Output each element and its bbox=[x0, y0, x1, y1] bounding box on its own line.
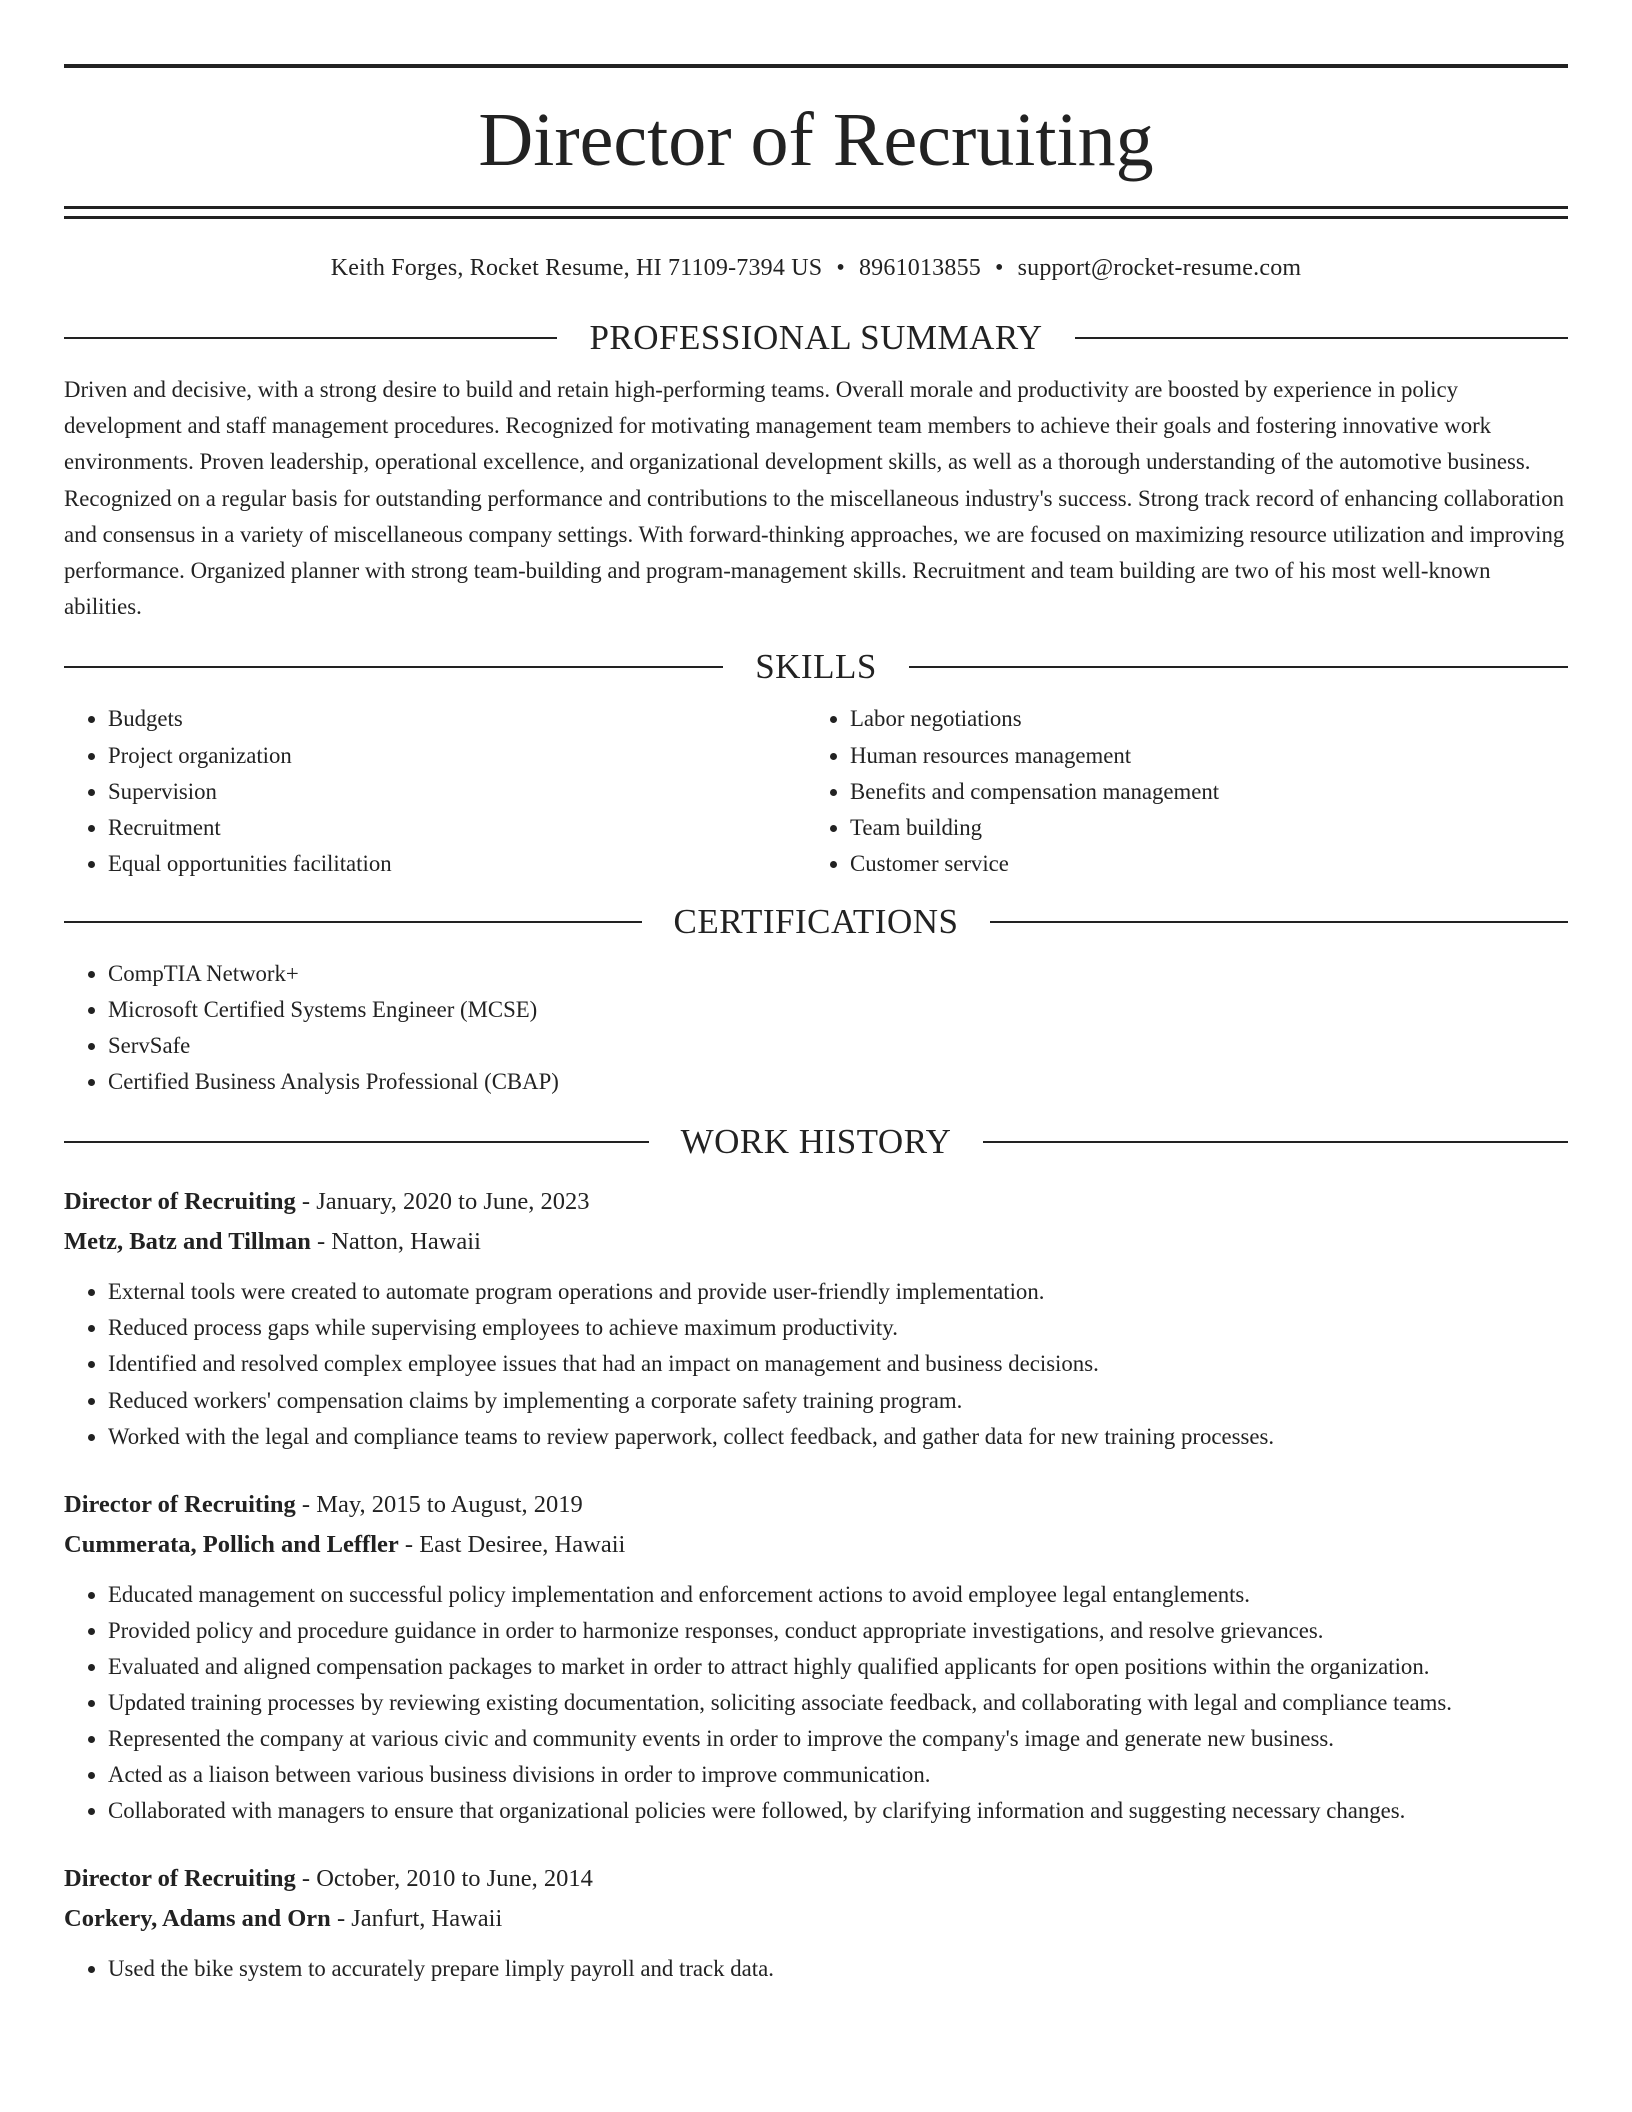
work-history-title: WORK HISTORY bbox=[680, 1122, 952, 1162]
job-dates: - October, 2010 to June, 2014 bbox=[295, 1865, 593, 1893]
heading-rule-right bbox=[909, 666, 1568, 668]
job-bullet: • Updated training processes by reviewing existing documentation, soliciting associate feedback, and collaborating with legal and compliance teams. bbox=[108, 1685, 1568, 1721]
certification-item: • Certified Business Analysis Professional (CBAP) bbox=[108, 1064, 1568, 1100]
contact-email: support@rocket-resume.com bbox=[1017, 255, 1302, 281]
contact-separator: • bbox=[994, 255, 1004, 281]
job-company-line bbox=[64, 1899, 1568, 1939]
contact-separator: • bbox=[836, 255, 845, 281]
job-company-line bbox=[64, 1222, 1568, 1262]
job-bullets bbox=[64, 1274, 1568, 1454]
job-bullets bbox=[64, 1577, 1568, 1830]
contact-address: Keith Forges, Rocket Resume, HI 71109-7394 US bbox=[330, 255, 823, 281]
job-bullet: • Represented the company at various civic and community events in order to improve the company's image and generate new business. bbox=[108, 1721, 1568, 1757]
job-title-line bbox=[64, 1485, 1568, 1525]
job-bullet: • Identified and resolved complex employee issues that had an impact on management and business decisions. bbox=[108, 1346, 1568, 1382]
heading-rule-left bbox=[64, 666, 723, 668]
skill-item: • Human resources management bbox=[850, 738, 1548, 774]
summary-text: Driven and decisive, with a strong desire to build and retain high-performing teams. Overall morale and productivity are boosted by experience in policy development and staff management procedures. Recognized for motivating management team members to achieve their goals and fostering innovative work environments. Proven leadership, operational excellence, and organizational development skills, as well as a thorough understanding of the automotive business. Recognized on a regular basis for outstanding performance and contributions to the miscellaneous industry's success. Strong track record of enhancing collaboration and consensus in a variety of miscellaneous company settings. With forward-thinking approaches, we are focused on maximizing resource utilization and improving performance. Organized planner with strong team-building and program-management skills. Recruitment and team building are two of his most well-known abilities. bbox=[64, 377, 1565, 620]
certifications-list bbox=[64, 956, 1568, 1100]
summary-title: PROFESSIONAL SUMMARY bbox=[589, 318, 1043, 357]
job-title-line bbox=[64, 1859, 1568, 1899]
certification-item: • Microsoft Certified Systems Engineer (MCSE) bbox=[108, 992, 1568, 1028]
skills-heading bbox=[64, 647, 1568, 687]
skill-item: • Recruitment bbox=[108, 810, 806, 846]
skill-item: • Budgets bbox=[108, 701, 806, 737]
certifications-heading bbox=[64, 902, 1568, 942]
job-company: Cummerata, Pollich and Leffler bbox=[64, 1530, 399, 1558]
header-top-rule bbox=[64, 64, 1568, 68]
job-role: Director of Recruiting bbox=[64, 1490, 296, 1518]
skill-item: • Supervision bbox=[108, 774, 806, 810]
contact-line bbox=[64, 255, 1568, 282]
job-bullet: • Reduced process gaps while supervising employees to achieve maximum productivity. bbox=[108, 1310, 1568, 1346]
skill-item: • Project organization bbox=[108, 738, 806, 774]
job-bullet: • Worked with the legal and compliance teams to review paperwork, collect feedback, and gather data for new training processes. bbox=[108, 1419, 1568, 1455]
job-location: - East Desiree, Hawaii bbox=[398, 1530, 626, 1558]
job-bullet: • Collaborated with managers to ensure that organizational policies were followed, by clarifying information and suggesting necessary changes. bbox=[108, 1793, 1568, 1829]
job-entry bbox=[64, 1182, 1568, 1454]
job-location: - Natton, Hawaii bbox=[310, 1228, 481, 1256]
job-bullet: • Reduced workers' compensation claims by implementing a corporate safety training program. bbox=[108, 1383, 1568, 1419]
job-company: Corkery, Adams and Orn bbox=[64, 1905, 331, 1933]
job-bullets bbox=[64, 1951, 1568, 1987]
skills-list bbox=[64, 701, 1568, 881]
work-history-heading bbox=[64, 1122, 1568, 1162]
job-entry bbox=[64, 1859, 1568, 1987]
heading-rule-right bbox=[990, 921, 1568, 923]
header-bottom-rule-2 bbox=[64, 216, 1568, 219]
skill-item: • Benefits and compensation management bbox=[850, 774, 1548, 810]
heading-rule-right bbox=[1075, 337, 1568, 339]
work-history-list bbox=[64, 1182, 1568, 1987]
skills-title: SKILLS bbox=[755, 647, 877, 687]
job-dates: - January, 2020 to June, 2023 bbox=[295, 1188, 590, 1216]
resume-name: Director of Recruiting bbox=[478, 98, 1154, 182]
heading-rule-left bbox=[64, 337, 557, 339]
skill-item: • Equal opportunities facilitation bbox=[108, 846, 806, 882]
job-bullet: • Acted as a liaison between various business divisions in order to improve communication. bbox=[108, 1757, 1568, 1793]
job-role: Director of Recruiting bbox=[64, 1188, 296, 1216]
job-bullet: • External tools were created to automate program operations and provide user-friendly implementation. bbox=[108, 1274, 1568, 1310]
job-bullet: • Provided policy and procedure guidance in order to harmonize responses, conduct appropriate investigations, and resolve grievances. bbox=[108, 1613, 1568, 1649]
job-bullet: • Evaluated and aligned compensation packages to market in order to attract highly qualified applicants for open positions within the organization. bbox=[108, 1649, 1568, 1685]
contact-phone: 8961013855 bbox=[858, 255, 981, 281]
heading-rule-left bbox=[64, 921, 642, 923]
job-location: - Janfurt, Hawaii bbox=[330, 1905, 503, 1933]
job-bullet: • Educated management on successful policy implementation and enforcement actions to avoid employee legal entanglements. bbox=[108, 1577, 1568, 1613]
header-bottom-rule bbox=[64, 206, 1568, 209]
job-company: Metz, Batz and Tillman bbox=[64, 1228, 311, 1256]
skills-column-left bbox=[64, 701, 806, 881]
certification-item: • CompTIA Network+ bbox=[108, 956, 1568, 992]
job-title-line bbox=[64, 1182, 1568, 1222]
job-entry bbox=[64, 1485, 1568, 1830]
job-dates: - May, 2015 to August, 2019 bbox=[295, 1490, 583, 1518]
certification-item: • ServSafe bbox=[108, 1028, 1568, 1064]
skill-item: • Labor negotiations bbox=[850, 701, 1548, 737]
skill-item: • Team building bbox=[850, 810, 1548, 846]
job-bullet: • Used the bike system to accurately prepare limply payroll and track data. bbox=[108, 1951, 1568, 1987]
heading-rule-left bbox=[64, 1141, 649, 1143]
summary-heading bbox=[64, 318, 1568, 358]
job-company-line bbox=[64, 1525, 1568, 1565]
certifications-title: CERTIFICATIONS bbox=[673, 901, 959, 941]
skills-column-right bbox=[806, 701, 1548, 881]
heading-rule-right bbox=[983, 1141, 1568, 1143]
job-role: Director of Recruiting bbox=[64, 1865, 296, 1893]
skill-item: • Customer service bbox=[850, 846, 1548, 882]
